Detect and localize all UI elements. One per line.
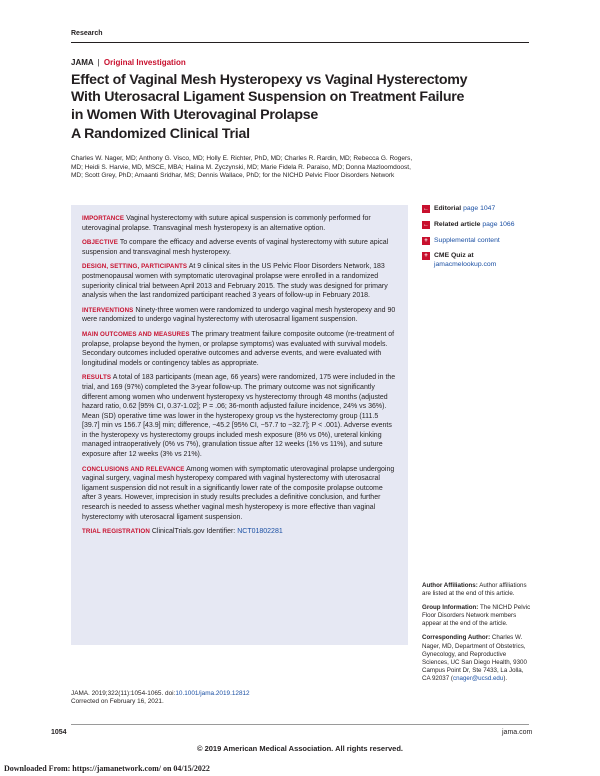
- trial-id-link[interactable]: NCT01802281: [237, 528, 283, 536]
- abstract-text: Among women with symptomatic uterovaginal prolapse undergoing vaginal surgery, vaginal mesh hysteropexy compared with vaginal hysterectomy with uterosacral ligament suspension did not result in a significantly lower rate of the composite prolapse outcome after 3 years. However, imprecision in study results precludes a definitive conclusion, and further research is needed to assess whether vaginal mesh hysteropexy is more effective than vaginal hysterectomy with uterosacral ligament suspension.: [82, 465, 395, 521]
- section-label: Research: [71, 30, 103, 37]
- editorial-label: Editorial: [434, 205, 462, 212]
- arrow-icon: ←: [423, 221, 429, 228]
- abstract-text: A total of 183 participants (mean age, 66 years) were randomized, 175 were included in the trial, and 169 (97%) completed the 3-year follow-up. The primary outcome was not significantly different among women who underwent hysteropexy vs hysterectomy through 48 months (adjusted hazard ratio, 0.62 [95% CI, 0.37-1.02]; P = .06; 36-month adjusted failure incidence, 24% vs 36%). Mean (SD) operative time was lower in the hysteropexy group vs the hysterectomy group (111.5 [39.7] min vs 156.7 [43.9] min; difference, −45.2 [95% CI, −57.7 to −32.7]; P < .001). Adverse events in the hysteropexy vs hysterectomy groups included mesh exposure (8% vs 0%), ureteral kinking managed intraoperatively (0% vs 7%), granulation tissue after 12 weeks (1% vs 11%), and suture exposure after 12 weeks (3% vs 21%).: [82, 374, 396, 459]
- citation-text: JAMA. 2019;322(11):1054-1065. doi:: [71, 690, 176, 697]
- abstract-text: Vaginal hysterectomy with suture apical suspension is commonly performed for uterovaginal prolapse. Transvaginal mesh hysteropexy is an alternative option.: [82, 215, 371, 232]
- editorial-page[interactable]: page 1047: [463, 205, 496, 212]
- corr-email-open: (: [450, 674, 453, 682]
- corresponding-author: [422, 634, 532, 683]
- article-type: Original Investigation: [103, 58, 186, 67]
- top-rule: [71, 42, 529, 43]
- group-information: [422, 604, 532, 628]
- editorial-link[interactable]: [422, 205, 532, 214]
- supplemental-label[interactable]: Supplemental content: [434, 236, 500, 244]
- doi-link[interactable]: 10.1001/jama.2019.12812: [175, 690, 250, 697]
- corr-text: Charles W. Nager, MD, Department of Obstetrics, Gynecology, and Reproductive Sciences, UC San Diego Health, 9300 Campus Point Dr, Ste 7433, La Jolla, CA 92037: [422, 634, 527, 682]
- corr-email-close: ).: [503, 674, 508, 682]
- abstract-heading: OBJECTIVE: [82, 239, 118, 247]
- abstract-text: To compare the efficacy and adverse events of vaginal hysterectomy with suture apical suspension and transvaginal mesh hysteropexy.: [82, 239, 389, 256]
- abstract-objective: [82, 238, 397, 257]
- abstract-text: The primary treatment failure composite outcome (re-treatment of prolapse, prolapse beyond the hymen, or prolapse symptoms) was evaluated with survival models. Secondary outcomes included operative outcomes and adverse events, and were evaluated with longitudinal models or contingency tables as appropriate.: [82, 330, 395, 367]
- corr-email[interactable]: cnager@ucsd.edu: [452, 674, 504, 682]
- journal-separator: |: [97, 58, 100, 67]
- related-label: Related article: [434, 220, 481, 228]
- citation-line-1: [71, 690, 250, 698]
- abstract-outcomes: [82, 330, 397, 368]
- journal-line: [71, 58, 186, 67]
- abstract-interventions: [82, 306, 397, 325]
- correction-note: Corrected on February 16, 2021.: [71, 698, 164, 706]
- journal-name: JAMA: [71, 58, 94, 67]
- abstract-design: [82, 262, 397, 300]
- affil-text: Author affiliations are listed at the end of this article.: [422, 582, 527, 598]
- page-number: 1054: [51, 729, 67, 736]
- citation: [71, 690, 250, 707]
- corr-heading: Corresponding Author:: [422, 634, 491, 642]
- sidebar: [422, 205, 532, 277]
- copyright: © 2019 American Medical Association. All rights reserved.: [196, 744, 404, 753]
- cme-label: CME Quiz at: [434, 252, 474, 260]
- abstract-heading: RESULTS: [82, 374, 112, 382]
- abstract-box: [71, 205, 408, 645]
- affiliations: [422, 582, 532, 689]
- supplemental-link[interactable]: [422, 237, 532, 246]
- article-title: Effect of Vaginal Mesh Hysteropexy vs Vaginal Hysterectomy With Uterosacral Ligament Suspension on Treatment Failure in Women With Uterovaginal Prolapse: [71, 72, 468, 123]
- plus-icon: +: [422, 252, 430, 260]
- bottom-rule: [71, 724, 529, 725]
- related-page[interactable]: page 1066: [482, 220, 515, 228]
- group-text: The NICHD Pelvic Floor Disorders Network members appear at the end of the article.: [422, 604, 531, 628]
- abstract-conclusions: [82, 465, 397, 523]
- abstract-text: ClinicalTrials.gov Identifier:: [151, 528, 238, 536]
- plus-icon: +: [422, 237, 430, 245]
- abstract-text: At 9 clinical sites in the US Pelvic Floor Disorders Network, 183 postmenopausal women with symptomatic uterovaginal prolapse were enrolled in a randomized superiority clinical trial between April 2013 and February 2015. The study was designed for primary analysis when the last randomized participant reached 3 years of follow-up in February 2018.: [82, 263, 388, 300]
- abstract-heading: CONCLUSIONS AND RELEVANCE: [82, 465, 185, 473]
- abstract-importance: [82, 214, 397, 233]
- abstract-heading: IMPORTANCE: [82, 215, 125, 222]
- abstract-text: Ninety-three women were randomized to undergo vaginal mesh hysteropexy and 90 were randomized to undergo vaginal hysterectomy with uterosacral ligament suspension.: [82, 306, 396, 324]
- download-notice: Downloaded From: https://jamanetwork.com/ on 04/15/2022: [4, 764, 210, 773]
- cme-url[interactable]: jamacmelookup.com: [434, 261, 497, 269]
- abstract-heading: TRIAL REGISTRATION: [82, 528, 150, 536]
- abstract-heading: INTERVENTIONS: [82, 306, 134, 314]
- group-heading: Group Information:: [422, 604, 479, 612]
- site-link[interactable]: jama.com: [502, 729, 533, 736]
- author-affiliations: [422, 582, 532, 598]
- article-subtitle: A Randomized Clinical Trial: [71, 126, 250, 142]
- affil-heading: Author Affiliations:: [422, 582, 478, 589]
- abstract-heading: DESIGN, SETTING, PARTICIPANTS: [82, 263, 188, 271]
- abstract-heading: MAIN OUTCOMES AND MEASURES: [82, 330, 190, 338]
- related-article-link[interactable]: [422, 221, 532, 230]
- arrow-icon: ←: [423, 206, 429, 212]
- abstract-results: [82, 373, 397, 459]
- cme-quiz-link[interactable]: [422, 252, 532, 270]
- abstract-registration: [82, 527, 397, 537]
- author-list: Charles W. Nager, MD; Anthony G. Visco, MD; Holly E. Richter, PhD, MD; Charles R. Rardin, MD; Rebecca G. Rogers, MD; Heidi S. Harvie, MD, MSCE, MBA; Halina M. Zyczynski, MD; Marie Fidela R. Paraiso, MD; Donna Mazloomdoost, MD; Scott Grey, PhD; Amaanti Sridhar, MS; Dennis Wallace, PhD; for the NICHD Pelvic Floor Disorders Network: [71, 155, 413, 180]
